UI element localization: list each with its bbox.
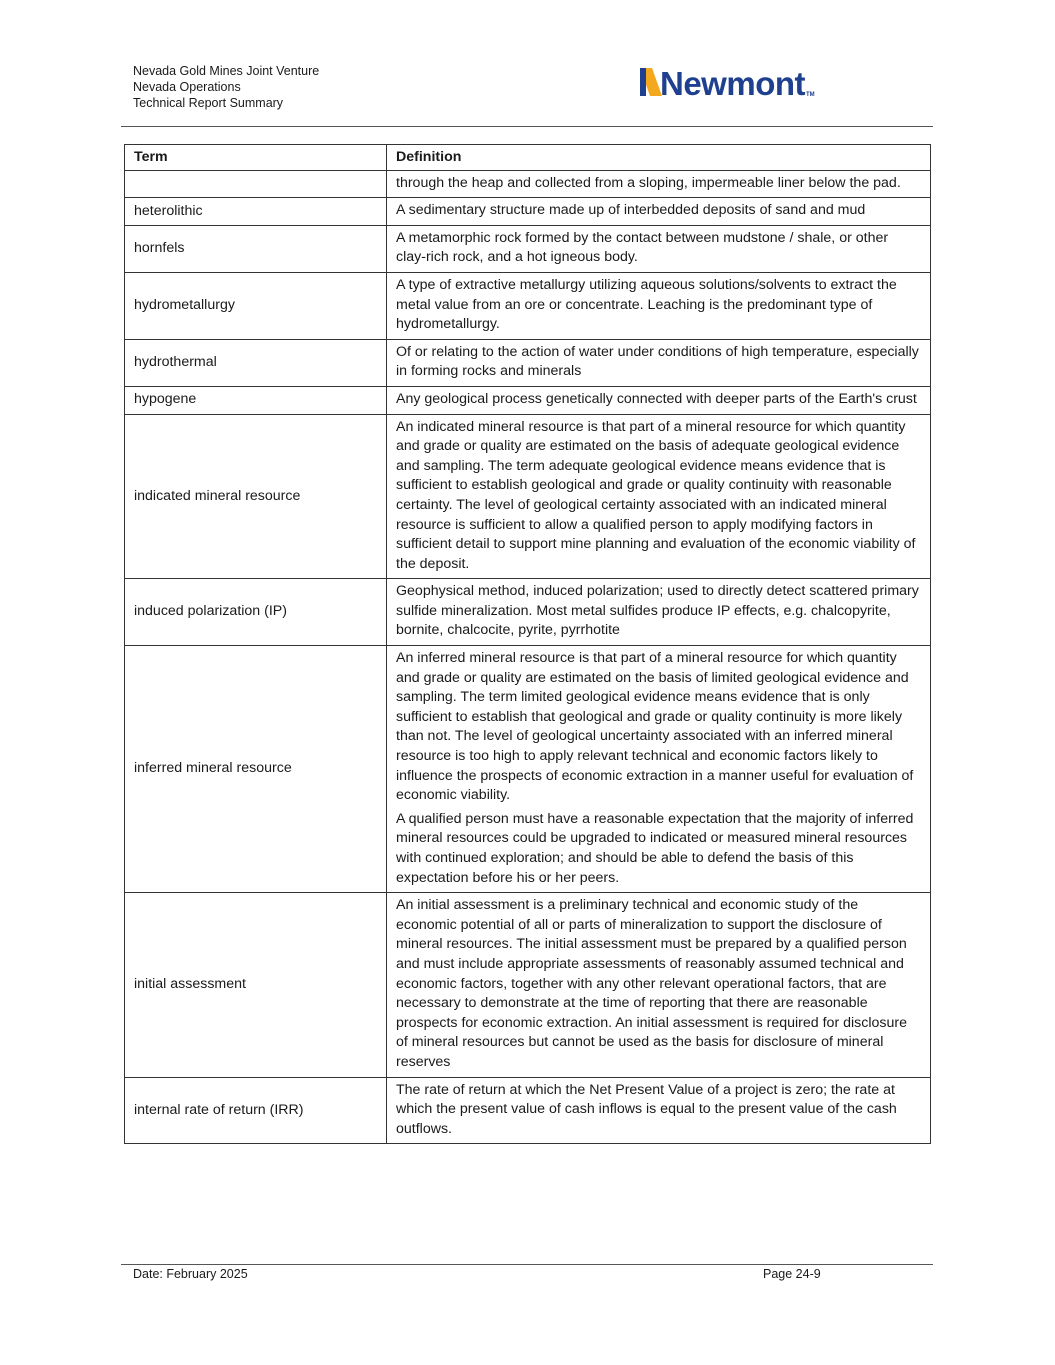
term-cell: hornfels xyxy=(125,225,387,272)
column-header-definition: Definition xyxy=(387,145,931,171)
glossary-table xyxy=(124,144,931,1144)
logo-trademark: TM xyxy=(806,92,815,98)
term-cell: hydrothermal xyxy=(125,339,387,386)
table-row xyxy=(125,272,931,339)
table-row xyxy=(125,414,931,579)
definition-cell xyxy=(387,339,931,386)
definition-paragraph: Of or relating to the action of water under conditions of high temperature, especially in forming rocks and minerals xyxy=(396,343,919,380)
table-row xyxy=(125,579,931,646)
term-cell: inferred mineral resource xyxy=(125,646,387,893)
definition-cell xyxy=(387,170,931,198)
table-row xyxy=(125,386,931,414)
footer-page-number: Page 24-9 xyxy=(763,1267,821,1281)
logo-wordmark: Newmont xyxy=(660,65,805,102)
definition-paragraph: A qualified person must have a reasonable expectation that the majority of inferred mineral resources could be upgraded to indicated or measured mineral resources with continued exploration; and should be able to defend the basis of this expectation before his or her peers. xyxy=(396,810,914,886)
definition-paragraph: An initial assessment is a preliminary technical and economic study of the economic potential of all or parts of mineralization to support the disclosure of mineral resources. The initial assessment must be prepared by a qualified person and must include appropriate assessments of reasonably assumed technical and economic factors, together with any other relevant operational factors, that are necessary to demonstrate at the time of reporting that there are reasonable prospects for economic extraction. An initial assessment is required for disclosure of mineral resources but cannot be used as the basis for disclosure of mineral reserves xyxy=(396,897,907,1070)
definition-paragraph: Any geological process genetically connected with deeper parts of the Earth's crust xyxy=(396,390,917,407)
definition-paragraph: Geophysical method, induced polarization; used to directly detect scattered primary sulfide mineralization. Most metal sulfides produce IP effects, e.g. chalcopyrite, bornite, chalcocite, pyrite, pyrrhotite xyxy=(396,583,919,639)
table-row xyxy=(125,646,931,893)
definition-cell xyxy=(387,1077,931,1144)
table-row xyxy=(125,225,931,272)
newmont-logo xyxy=(640,66,815,102)
table-row xyxy=(125,893,931,1077)
table-row xyxy=(125,170,931,198)
definition-paragraph: The rate of return at which the Net Present Value of a project is zero; the rate at which the present value of cash inflows is equal to the present value of the cash outflows. xyxy=(396,1081,897,1137)
term-cell: indicated mineral resource xyxy=(125,414,387,579)
definition-paragraph: through the heap and collected from a sloping, impermeable liner below the pad. xyxy=(396,174,901,191)
table-row xyxy=(125,198,931,226)
definition-cell xyxy=(387,198,931,226)
logo-mark-icon xyxy=(640,66,662,98)
header-operations: Nevada Operations xyxy=(133,80,241,94)
glossary-rows xyxy=(125,170,931,1144)
term-cell: internal rate of return (IRR) xyxy=(125,1077,387,1144)
definition-cell xyxy=(387,386,931,414)
term-cell: initial assessment xyxy=(125,893,387,1077)
header-report-type: Technical Report Summary xyxy=(133,96,284,110)
definition-paragraph: A sedimentary structure made up of interbedded deposits of sand and mud xyxy=(396,202,866,219)
definition-paragraph: A metamorphic rock formed by the contact between mudstone / shale, or other clay-rich rock, and a hot igneous body. xyxy=(396,229,889,266)
definition-cell xyxy=(387,225,931,272)
term-cell: hydrometallurgy xyxy=(125,272,387,339)
header-company: Nevada Gold Mines Joint Venture xyxy=(133,64,320,78)
term-cell: induced polarization (IP) xyxy=(125,579,387,646)
table-row xyxy=(125,1077,931,1144)
document-header xyxy=(133,63,319,111)
definition-cell xyxy=(387,272,931,339)
definition-paragraph: An inferred mineral resource is that part of a mineral resource for which quantity and grade or quality are estimated on the basis of limited geological evidence and sampling. The term limited geological evidence means evidence that is only sufficient to establish that geological and grade or quality continuity is more likely than not. The level of geological uncertainty associated with an inferred mineral resource is too high to apply relevant technical and economic factors likely to influence the prospects of economic extraction in a manner useful for evaluation of economic viability. xyxy=(396,650,914,804)
definition-cell xyxy=(387,579,931,646)
term-cell: hypogene xyxy=(125,386,387,414)
definition-paragraph: A type of extractive metallurgy utilizing aqueous solutions/solvents to extract the metal value from an ore or concentrate. Leaching is the predominant type of hydrometallurgy. xyxy=(396,276,897,333)
term-cell: heterolithic xyxy=(125,198,387,226)
column-header-term: Term xyxy=(125,145,387,171)
definition-cell xyxy=(387,414,931,579)
header-divider xyxy=(121,126,933,127)
definition-paragraph: An indicated mineral resource is that part of a mineral resource for which quantity and grade or quality are estimated on the basis of adequate geological evidence and sampling. The term adequate geological evidence means evidence that is sufficient to establish geological and grade or quality continuity with reasonable certainty. The level of geological certainty associated with an indicated mineral resource is sufficient to allow a qualified person to apply modifying factors in sufficient detail to support mine planning and evaluation of the economic viability of the deposit. xyxy=(396,418,916,572)
term-cell xyxy=(125,170,387,198)
table-header-row xyxy=(125,145,931,171)
footer-divider xyxy=(121,1264,933,1265)
definition-cell xyxy=(387,646,931,893)
definition-cell xyxy=(387,893,931,1077)
footer-date: Date: February 2025 xyxy=(133,1267,248,1281)
table-row xyxy=(125,339,931,386)
